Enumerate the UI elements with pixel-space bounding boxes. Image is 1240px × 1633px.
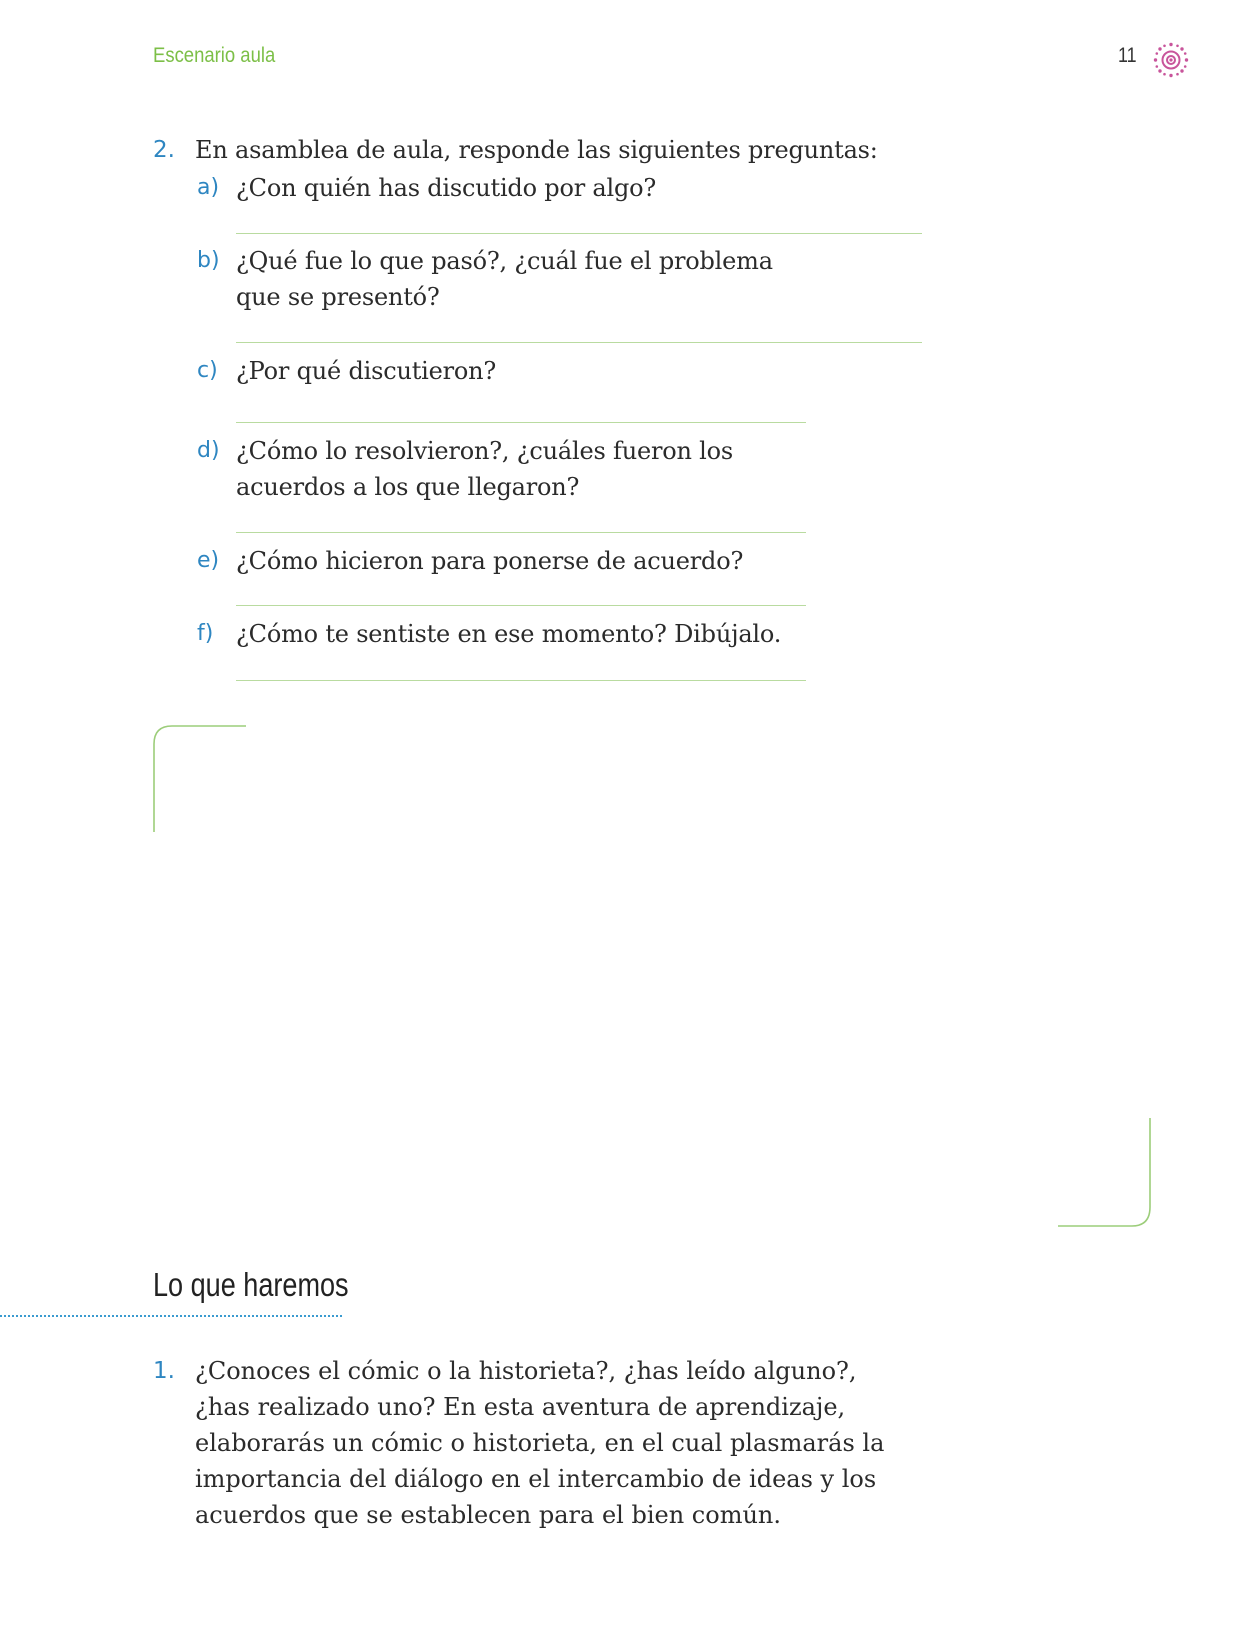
section-title-underline xyxy=(0,1315,342,1317)
answer-line-a[interactable] xyxy=(236,233,922,234)
question-letter-a: a) xyxy=(197,175,220,200)
question-letter-c: c) xyxy=(197,358,218,383)
question-d-text-line2: acuerdos a los que llegaron? xyxy=(236,473,580,501)
section-paragraph xyxy=(195,1353,884,1533)
paragraph-line: ¿has realizado uno? En esta aventura de aprendizaje, xyxy=(195,1393,846,1421)
question-b-text-line1: ¿Qué fue lo que pasó?, ¿cuál fue el problema xyxy=(236,247,773,275)
answer-line-f[interactable] xyxy=(236,680,806,681)
section-item-number: 1. xyxy=(153,1358,175,1384)
paragraph-line: importancia del diálogo en el intercambio de ideas y los xyxy=(195,1465,877,1493)
question-letter-d: d) xyxy=(197,438,220,463)
question-letter-f: f) xyxy=(197,621,214,646)
answer-line-d[interactable] xyxy=(236,532,806,533)
answer-line-b[interactable] xyxy=(236,342,922,343)
running-header: Escenario aula xyxy=(153,44,276,67)
answer-line-e[interactable] xyxy=(236,605,806,606)
question-d-text-line1: ¿Cómo lo resolvieron?, ¿cuáles fueron los xyxy=(236,437,734,465)
question-letter-b: b) xyxy=(197,248,220,273)
question-b-text-line2: que se presentó? xyxy=(236,283,440,311)
drawing-area-bottom-right-corner xyxy=(1050,1115,1160,1235)
question-letter-e: e) xyxy=(197,548,220,573)
paragraph-line: ¿Conoces el cómic o la historieta?, ¿has leído alguno?, xyxy=(195,1357,857,1385)
answer-line-c[interactable] xyxy=(236,422,806,423)
activity-prompt: En asamblea de aula, responde las siguientes preguntas: xyxy=(195,136,878,164)
activity-number: 2. xyxy=(153,137,175,163)
question-e-text: ¿Cómo hicieron para ponerse de acuerdo? xyxy=(236,547,744,575)
question-c-text: ¿Por qué discutieron? xyxy=(236,357,497,385)
section-title: Lo que haremos xyxy=(153,1266,349,1303)
sun-target-icon xyxy=(1152,41,1190,79)
paragraph-line: elaborarás un cómic o historieta, en el cual plasmarás la xyxy=(195,1429,885,1457)
drawing-area-top-left-corner xyxy=(150,720,250,835)
paragraph-line: acuerdos que se establecen para el bien común. xyxy=(195,1501,781,1529)
page-number: 11 xyxy=(1118,44,1137,67)
question-f-text: ¿Cómo te sentiste en ese momento? Dibújalo. xyxy=(236,620,782,648)
question-a-text: ¿Con quién has discutido por algo? xyxy=(236,174,657,202)
